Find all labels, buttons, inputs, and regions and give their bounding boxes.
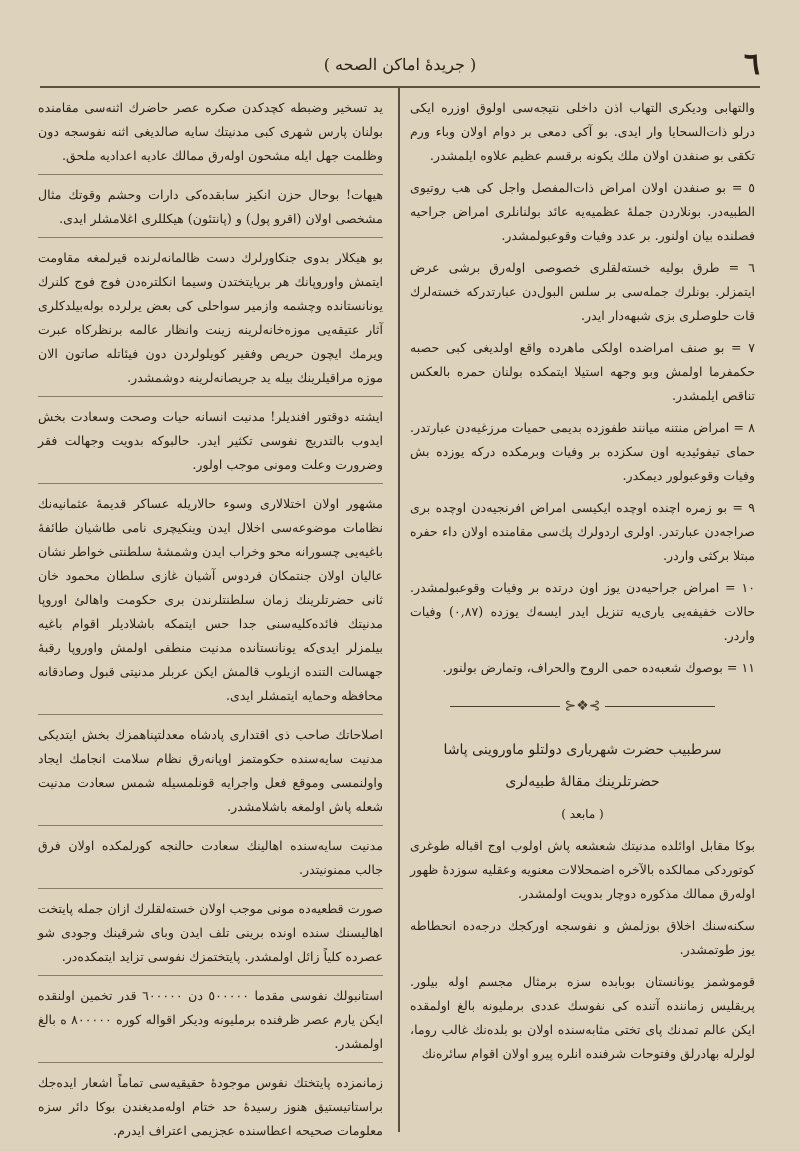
left-paragraph: صورت قطعيه‌ده مونى موجب اولان خسته‌لقلرك ازان جمله پايتخت اهاليسنك سنده اونده برينى تلف ايدن وباى شرقينك وجودى شو عصرده كلياً زائل اولمشدر. پايتختمزك نفوسى تزايد ايتمكده‌در. — [38, 897, 383, 976]
left-paragraph: زمانمزده پايتختك نفوس موجودهٔ حقيقيه‌سى تماماً اشعار ايده‌جك براستاتيستيق هنوز رسيدهٔ حد ختام اوله‌مديغندن بوكا دائر سزه معلومات صحيحه اعطاسنده عجزيمى اعتراف ايدرم. — [38, 1075, 383, 1138]
left-paragraph: بو هيكلار بدوى جنكاورلرك دست ظالمانه‌لرنده قيرلمغه مقاومت ايتمش واوروپانك هر برپايتختدن وسيما انكلتره‌دن فوج فوج كلنرك يونانستانده وچشمه وازمير سواحلى كى بعض يرلرده بوله‌بيلدكلرى آثار عتيقه‌يى موزه‌خانه‌لرينه زينت وانظار عالمه برنظركاه عبرت ويرمك ايچون حريص وفقير كويلولردن دون فيئاتله صاتون الان موزه مراقيلرينك بيله يد جريصانه‌لرينه دوشمشدر. — [38, 246, 383, 397]
page-number: ٦ — [743, 46, 760, 82]
article-paragraph: قوموشمز يونانستان بوبابده سزه برمثال مجسم اوله بيلور. پريقليس زماننده آتنده كى نفوسك عددى برمليونه بالغ اولمقده ايكن عالم تمدنك پاى تختى مثابه‌سنده اولان بو بلده‌نك غالب روما، لولرله بهادرلق وفتوحات شرفنده انلره پيرو اولان اقوام سائره‌نك — [410, 974, 755, 1061]
header-rule — [40, 86, 760, 88]
right-paragraph: ٨ = امراض منتنه ميانند طفوزده بديمى حميات مرزغيه‌دن عبارتدر. حماى تيفوئيديه اون سكزده بر وفيات وبرمكده دركه يوزده بش وفيات وقوعبولور ديمكدر. — [410, 420, 755, 483]
right-paragraph: والتهابى وديكرى التهاب اذن داخلى نتيجه‌سى اولوق اوزره ايكى درلو ذات‌السحايا وار ايدى. بو آكى دمعى بر دوام اولان وباء ورم تكقى بو صنفدن اولان ملك يكونه برقسم عظيم علاوه ايلمشدر. — [410, 100, 755, 163]
ornament-glyph: ⊱❖⊰ — [564, 698, 601, 714]
section-ornament — [410, 694, 755, 718]
page-header — [40, 44, 760, 84]
right-paragraph: ٩ = بو زمره اچنده اوچده ايكيسى امراض افرنجيه‌دن اوچده برى صراجه‌دن عبارتدر. اولرى اردولرك پك‌سى مقامنده اولان داء حفره مبتلا بركثى واردر. — [410, 500, 755, 563]
right-paragraph: ٦ = طرق بوليه خسته‌لقلرى خصوصى اوله‌رق برشى عرض ايتمزلر. بونلرك جمله‌سى بر سلس البول‌دن عبارتدركه خسته‌لرك قات حلوصلرى بزى شبهه‌دار ايدر. — [410, 260, 755, 323]
ornament-line — [450, 706, 560, 707]
left-paragraph: استانبولك نفوسى مقدما ٥٠٠٠٠٠ دن ٦٠٠٠٠٠ قدر تخمين اولنقده ايكن يارم عصر ظرفنده برمليونه وديكر اقواله كوره ٨٠٠٠٠٠ ه بالغ اولمشدر. — [38, 984, 383, 1063]
article-title: سرطبيب حضرت شهريارى دولتلو ماوروينى پاشا — [443, 742, 722, 758]
right-paragraph: ٧ = بو صنف امراضده اولكى ماهرده واقع اولديغى كبى حصبه حكمفرما اولمش وبو وجهه استيلا ايتمكده بولنان حمره بالعكس تناقص ايلمشدر. — [410, 340, 755, 403]
article-subtitle: ( مابعد ) — [561, 807, 604, 821]
article-title-line2: حضرتلرينك مقالهٔ طبيه‌لرى — [505, 774, 660, 790]
ornament-line — [605, 706, 715, 707]
left-paragraph: يد تسخير وضبطه كچدكدن صكره عصر حاضرك اثنه‌سى مقامنده بولنان پارس شهرى كبى مدنيتك سايه صالديغى اثنه نفوسجه دون وظلمت جهل ايله مشحون اوله‌رق ممالك عاديه اعداديه ملحق. — [38, 96, 383, 175]
left-paragraph: هيهات! بوحال حزن انكيز سابقده‌كى دارات وحشم وقوتك مثال مشخصى اولان (اقرو پول) و (پانتئون) هيكللرى اغلامشلر ايدى. — [38, 183, 383, 238]
left-paragraph: ايشته دوقتور افنديلر! مدنيت انسانه حيات وصحت وسعادت بخش ايدوب بالتدريج نفوسى تكثير ايدر. حالبوكه بدويت وجهالت فقر وضرورت وعلت ومونى موجب اولور. — [38, 405, 383, 484]
right-paragraph: ١١ = بوصوك شعبه‌ده حمى الروح والحراف، وتمارض بولنور. — [442, 660, 755, 675]
left-column — [38, 96, 383, 1151]
right-paragraph: ١٠ = امراض جراحيه‌دن يوز اون درتده بر وفيات وقوعبولمشدر. حالات خفيفه‌يى يارى‌يه تنزيل ايدر ايسه‌ك يوزده (٠,٨٧) وفيات واردر. — [410, 580, 755, 643]
right-column — [410, 96, 755, 1074]
right-paragraph: ٥ = بو صنفدن اولان امراض ذات‌المفصل واجل كى هب روتيوى الطبيه‌در. بونلاردن جملهٔ عظميه‌يه عائد بولنانلرى امراض جراحيه فصلنده بيان اولنور. بر عدد وفيات وقوعبولمشدر. — [410, 180, 755, 243]
left-paragraph: مدنيت سايه‌سنده اهالينك سعادت حالنجه كورلمكده اولان فرق جالب ممنونيتدر. — [38, 834, 383, 889]
running-title: ( جريدهٔ اماكن الصحه ) — [323, 54, 477, 74]
left-paragraph: اصلاحاتك صاحب ذى اقتدارى پادشاه معدلتپناهمزك بخش ايتديكى مدنيت سايه‌سنده حكومتمز اوپانه‌رق نظام سلامت انجامك ايجاد واولنمسى وموقع فعل واجرايه قونلمسيله شمس سعادت مدنيت شعله پاش اولمغه باشلامشدر. — [38, 723, 383, 826]
column-divider — [398, 88, 400, 1132]
article-paragraph: بوكا مقابل اوائلده مدنيتك شعشعه پاش اولوب اوج اقباله طوغرى كوتوردكى ممالكده بالآخره اضمحلالات معنويه وعقليه سوزدهٔ ظهور اوله‌رق ممالك مذكوره دوچار بدويت اولمشدر. — [410, 838, 755, 901]
article-paragraph: سكنه‌سنك اخلاق بوزلمش و نفوسجه اوركجك درجه‌ده انحطاطه يوز طوتمشدر. — [410, 918, 755, 957]
left-paragraph: مشهور اولان اختلالارى وسوء حالاريله عساكر قديمهٔ عثمانيه‌نك نظامات موضوعه‌سى اخلال ايدن وينكيچرى نامى طاشيان طائفهٔ باغيه‌يى چسورانه محو وخراب ايدن وشمشهٔ سلطنتى خواطر نشان عاليان اولان جنتمكان فردوس آشيان غازى سلطان محمود خان ثانى حضرتلرينك زمان سلطنتلرندن برى حكومت واهالئ اوروپا مدنيتك فائده‌كليه‌سنى جدا حس ايتمكه باشلاديلر اقوام باغيه بيلمزلر ايدى‌كه يونانستانده مدنيت منطفى اولمش واوروپا رقبهٔ جهسالت التنده ازيلوب قالمش ايكن عربلر مدنيتى قبول وصادقانه محافظه وحمايه ايتمشلر ايدى. — [38, 492, 383, 715]
